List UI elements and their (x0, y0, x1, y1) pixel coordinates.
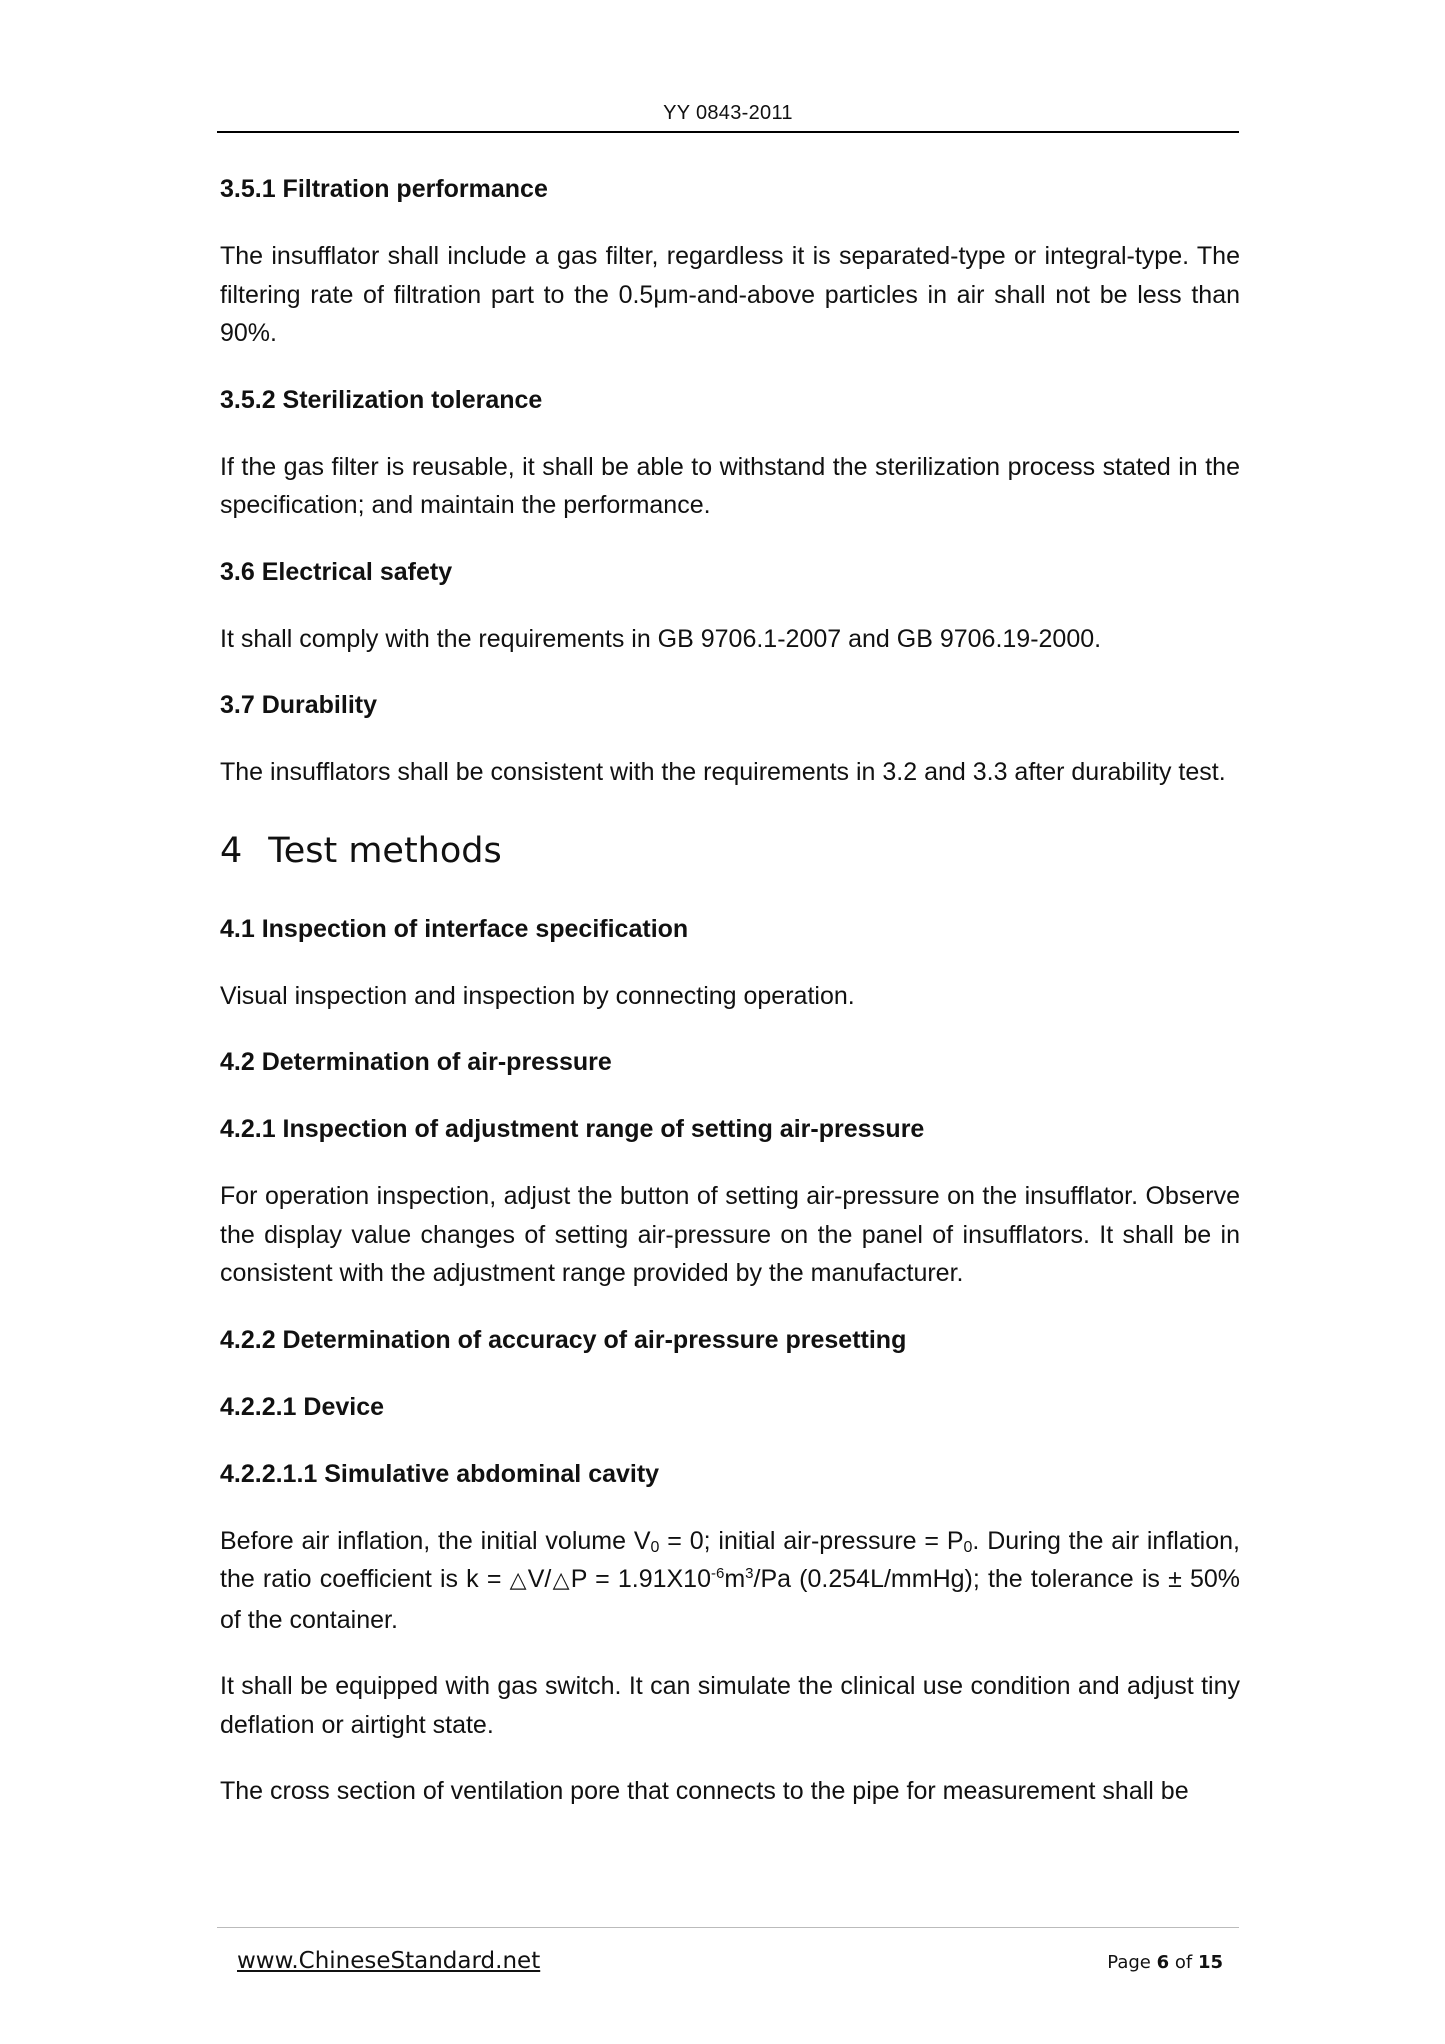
heading-4-2: 4.2 Determination of air-pressure (220, 1048, 612, 1076)
heading-4-2-2-1: 4.2.2.1 Device (220, 1392, 385, 1421)
heading-4-1: 4.1 Inspection of interface specification (220, 914, 689, 943)
footer-rule (217, 1927, 1239, 1928)
footer-website-link[interactable]: www.ChineseStandard.net (237, 1948, 541, 1974)
plus-minus-symbol: ± (1168, 1565, 1182, 1593)
section-4-number: 4 (220, 830, 243, 871)
delta-symbol: △ (509, 1568, 528, 1593)
heading-4-2-2-1-1: 4.2.2.1.1 Simulative abdominal cavity (220, 1459, 660, 1488)
paragraph-3-5-1: The insufflator shall include a gas filter, regardless it is separated-type or integral-type. The filtering rate of filtration part to the 0.5μm-and-above particles in air shall not be less than 90%. (220, 242, 1240, 347)
heading-4-2-2: 4.2.2 Determination of accuracy of air-pressure presetting (220, 1325, 907, 1354)
paragraph-4-2-1: For operation inspection, adjust the button of setting air-pressure on the insufflator. Observe the display value changes of setting air-pressure on the panel of insufflators. It shall be in consistent with the adjustment range provided by the manufacturer. (220, 1182, 1240, 1287)
heading-3-5-1: 3.5.1 Filtration performance (220, 175, 548, 203)
paragraph-3-7: The insufflators shall be consistent with the requirements in 3.2 and 3.3 after durability test. (220, 758, 1226, 786)
document-id-header: YY 0843-2011 (663, 102, 793, 124)
page-content (220, 170, 1240, 1811)
paragraph-3-5-2: If the gas filter is reusable, it shall be able to withstand the sterilization process stated in the specification; and maintain the performance. (220, 452, 1240, 519)
page-number: Page 6 of 15 (1107, 1952, 1223, 1973)
section-4-title (220, 826, 1240, 876)
heading-4-2-1: 4.2.1 Inspection of adjustment range of setting air-pressure (220, 1115, 925, 1143)
paragraph-ventilation-pore: The cross section of ventilation pore that connects to the pipe for measurement shall be (220, 1777, 1189, 1805)
heading-3-6: 3.6 Electrical safety (220, 557, 453, 586)
heading-3-5-2: 3.5.2 Sterilization tolerance (220, 385, 543, 414)
paragraph-abdominal-cavity-formula: Before air inflation, the initial volume $V_0 = 0$; initial air-pressure = $P_0$. During the air inflation, the ratio coefficient is k = △V/△P = $1.91X10^{-6}m^3/Pa$ (0.254L/mmHg); the tolerance is ± 50% of the container. (220, 1526, 1241, 1634)
paragraph-gas-switch: It shall be equipped with gas switch. It can simulate the clinical use condition and adjust tiny deflation or airtight state. (220, 1672, 1240, 1739)
paragraph-4-1: Visual inspection and inspection by connecting operation. (220, 981, 855, 1010)
paragraph-3-6: It shall comply with the requirements in GB 9706.1-2007 and GB 9706.19-2000. (220, 624, 1102, 653)
section-4-label: Test methods (268, 830, 502, 871)
delta-symbol: △ (551, 1568, 571, 1593)
heading-3-7: 3.7 Durability (220, 691, 377, 719)
header-rule (217, 131, 1239, 133)
